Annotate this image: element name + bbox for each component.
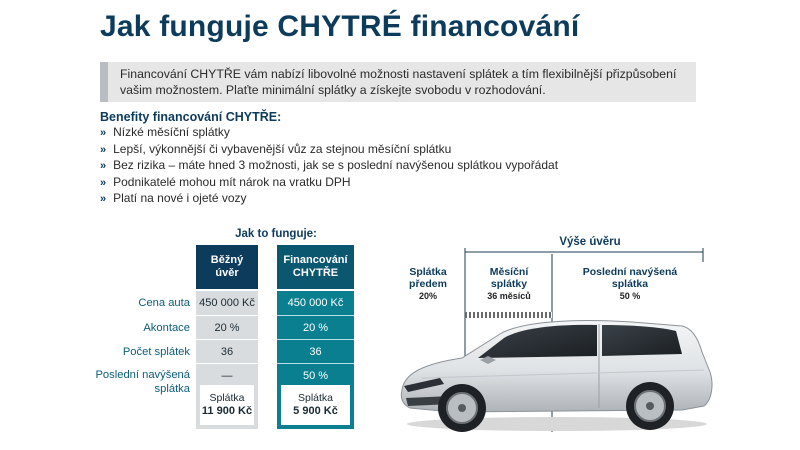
row-label-posledni: Poslední navýšená splátka	[95, 369, 190, 395]
payment-label: Splátka	[297, 392, 334, 404]
comparison-title: Jak to funguje:	[235, 228, 317, 240]
table-cell: 450 000 Kč	[287, 297, 344, 309]
payment-box-bezny	[200, 385, 254, 425]
column-header-chytre: Financování CHYTŘE	[277, 245, 354, 289]
benefits-title: Benefity financování CHYTŘE:	[100, 110, 282, 124]
row-divider	[277, 363, 354, 364]
intro-text: Financování CHYTŘE vám nabízí libovolné možnosti nastavení splátek a tím flexibilnější přizpůsobení vašim možnostem. Plaťte minimální splátky a získejte svobodu v rozhodování.	[120, 67, 677, 97]
row-label-pocet: Počet splátek	[122, 346, 190, 358]
payment-value: 5 900 Kč	[293, 405, 338, 417]
page-title: Jak funguje CHYTRÉ financování	[100, 10, 580, 43]
bullet-icon: »	[100, 127, 107, 139]
payment-value: 11 900 Kč	[201, 405, 253, 417]
row-divider	[277, 315, 354, 316]
payment-box-chytre	[281, 385, 350, 425]
row-label-akontace: Akontace	[143, 322, 190, 334]
row-label-cena: Cena auta	[138, 297, 190, 309]
segment-mesicni-splatky: Měsíční splátky 36 měsíců	[487, 266, 531, 301]
column-header-bezny: Běžný úvěr	[196, 245, 258, 289]
list-item: » Platí na nové i ojeté vozy	[100, 191, 247, 205]
bullet-icon: »	[100, 143, 107, 156]
benefits-list	[100, 125, 558, 208]
table-cell: 36	[220, 346, 234, 358]
payment-label: Splátka	[209, 392, 245, 404]
table-cell: —	[221, 370, 233, 382]
list-item: » Bez rizika – máte hned 3 možnosti, jak se s poslední navýšenou splátkou vypořádat	[100, 158, 559, 172]
row-divider	[196, 315, 258, 316]
list-item: » Nízké měsíční splátky	[100, 125, 230, 139]
table-cell: 50 %	[302, 370, 329, 382]
list-item: » Podnikatelé mohou mít nárok na vratku DPH	[100, 174, 351, 189]
table-cell: 450 000 Kč	[199, 297, 255, 309]
row-divider	[196, 363, 258, 364]
table-cell: 36	[309, 346, 322, 358]
row-divider	[196, 339, 258, 340]
segment-posledni-splatka: Poslední navýšená splátka 50 %	[582, 266, 678, 301]
table-cell: 20 %	[214, 322, 240, 334]
segment-splatka-predem: Splátka předem 20%	[409, 266, 447, 301]
column-bezny-uver	[196, 291, 258, 429]
bullet-icon: »	[100, 193, 107, 205]
bullet-icon: »	[100, 160, 107, 172]
table-cell: 20 %	[302, 322, 329, 334]
bullet-icon: »	[100, 176, 107, 189]
column-financovani-chytre	[277, 291, 354, 429]
list-item: » Lepší, výkonnější či vybavenější vůz za stejnou měsíční splátku	[100, 141, 452, 156]
loan-title: Výše úvěru	[559, 236, 621, 248]
row-divider	[277, 339, 354, 340]
car-illustration	[392, 312, 722, 437]
intro-box	[100, 62, 696, 102]
